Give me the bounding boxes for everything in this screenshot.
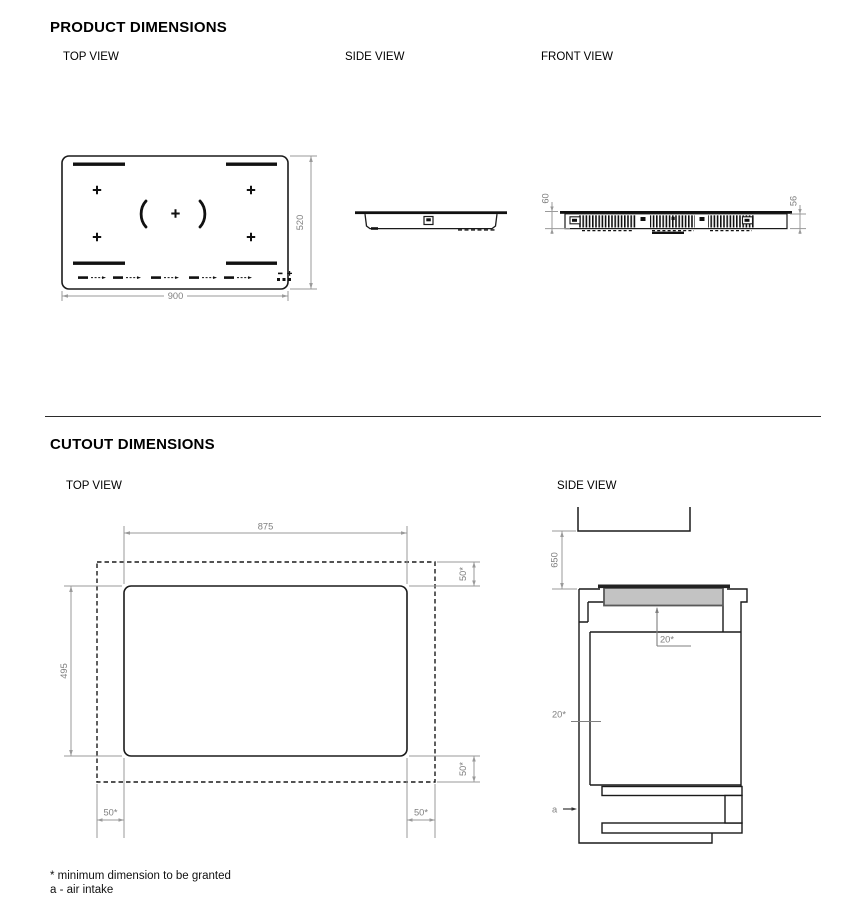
product-side-view-label: SIDE VIEW	[345, 51, 405, 63]
dim-label-875: 875	[257, 521, 274, 532]
foot	[371, 227, 378, 230]
footnotes	[50, 869, 231, 897]
front-profile	[560, 211, 792, 234]
air-intake-arrow-icon	[572, 807, 578, 811]
dim-height-56	[789, 196, 807, 234]
product-top-view-drawing	[40, 140, 340, 320]
air-intake-marker	[552, 805, 577, 815]
product-dimensions-title: PRODUCT DIMENSIONS	[50, 19, 227, 36]
dim-label-520: 520	[295, 214, 305, 231]
dim-width-900	[62, 291, 288, 301]
dim-clearance-side-20	[552, 710, 601, 722]
glass-top	[355, 211, 507, 214]
cutout-opening	[124, 586, 407, 756]
product-top-view-label: TOP VIEW	[63, 51, 119, 63]
vent-grille	[578, 215, 636, 227]
dim-clearance-below-20	[655, 607, 691, 646]
section-divider	[45, 416, 821, 417]
hob-body	[604, 588, 723, 606]
product-front-view-label: FRONT VIEW	[541, 51, 613, 63]
dim-hood-distance-650	[550, 531, 578, 589]
air-intake-label: a	[552, 804, 558, 815]
cutout-dimensions-title: CUTOUT DIMENSIONS	[50, 436, 215, 453]
cutout-side-view-label: SIDE VIEW	[557, 480, 617, 492]
dim-label-650: 650	[549, 552, 560, 568]
dim-clearance-right-50	[407, 758, 435, 838]
dim-label-495: 495	[59, 663, 69, 679]
footnote-min-dimension: * minimum dimension to be granted	[50, 870, 231, 882]
product-front-view-drawing	[530, 180, 830, 250]
cabinet-profile	[579, 589, 747, 843]
dim-label-20-below: 20*	[660, 634, 674, 645]
dim-clearance-left-50	[97, 758, 124, 838]
dim-cutout-width-875	[124, 522, 407, 585]
side-profile	[355, 211, 507, 230]
hood-outline	[578, 507, 690, 531]
cutout-top-view-label: TOP VIEW	[66, 480, 122, 492]
dim-label-50-left: 50*	[103, 807, 118, 818]
cutout-side-view-drawing	[530, 490, 810, 870]
glass-top	[598, 585, 730, 589]
dim-label-60: 60	[540, 193, 551, 204]
dim-clearance-front-50	[409, 756, 480, 782]
dim-label-20-side: 20*	[552, 709, 566, 720]
footnote-air-intake: a - air intake	[50, 884, 114, 896]
shelf-board	[602, 787, 742, 796]
rear-spacer	[725, 796, 742, 824]
hob-outline	[62, 156, 288, 289]
cutout-top-view-drawing	[40, 500, 500, 860]
dim-depth-520	[290, 156, 317, 289]
dim-label-900: 900	[167, 291, 184, 302]
shelf-board	[602, 823, 742, 833]
dim-cutout-depth-495	[59, 586, 122, 756]
dim-label-50-front: 50*	[458, 762, 468, 776]
dim-clearance-back-50	[409, 562, 480, 586]
hob-in-counter	[598, 585, 730, 606]
dim-label-50-right: 50*	[414, 807, 428, 818]
product-side-view-drawing	[340, 180, 530, 250]
dim-label-50-back: 50*	[458, 567, 468, 581]
dim-label-56: 56	[788, 195, 799, 207]
